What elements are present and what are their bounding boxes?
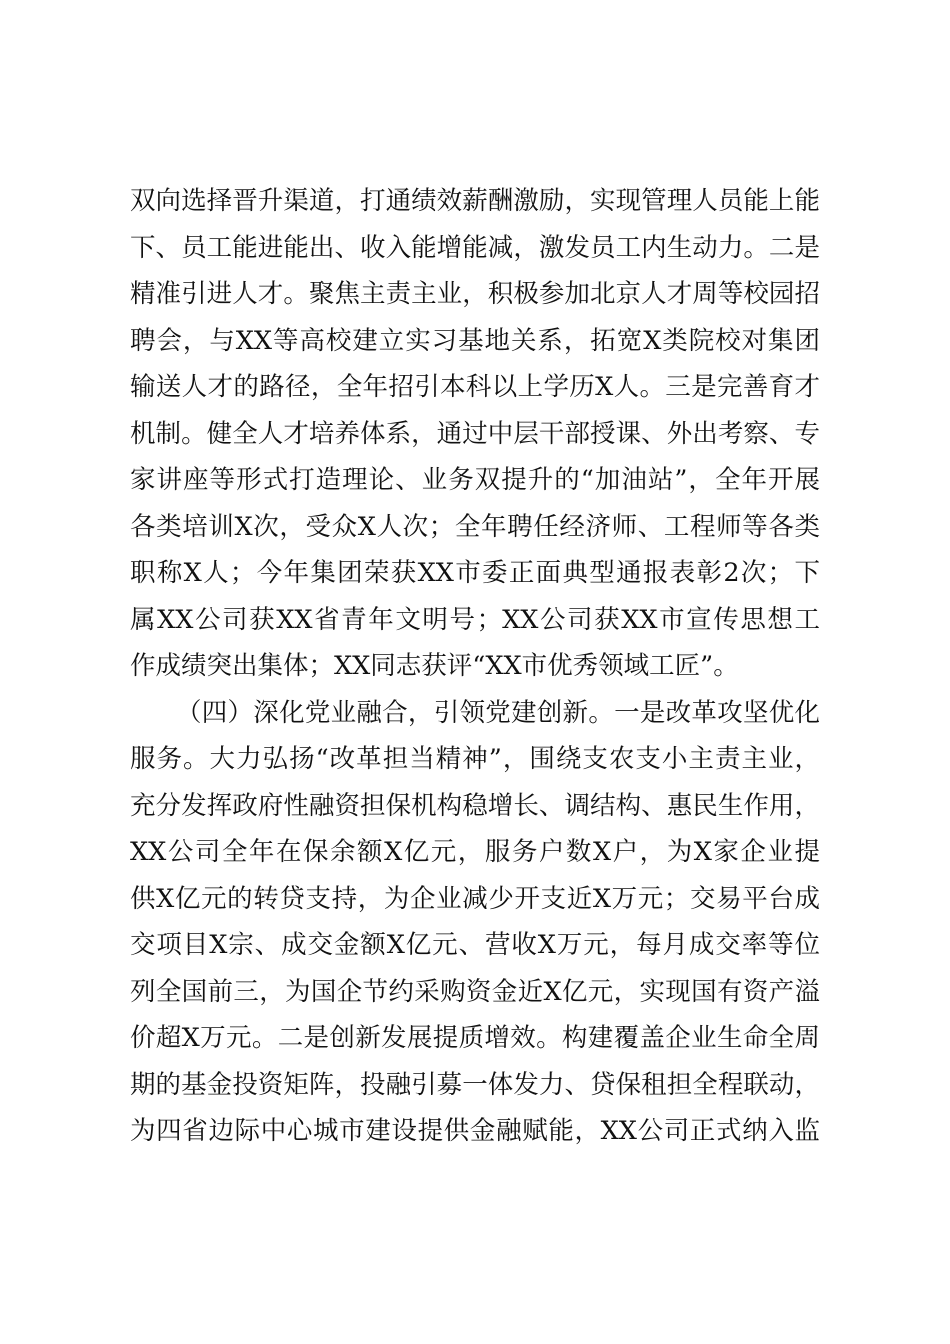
text-line: 价超X万元。二是创新发展提质增效。构建覆盖企业生命全周 [130, 1023, 820, 1053]
text-line: 家讲座等形式打造理论、业务双提升的“加油站”，全年开展 [130, 465, 820, 495]
text-line: XX公司全年在保余额X亿元，服务户数X户，为X家企业提 [130, 837, 820, 867]
text-line: 充分发挥政府性融资担保机构稳增长、调结构、惠民生作用， [130, 790, 820, 821]
text-line: 职称X人；今年集团荣获XX市委正面典型通报表彰2次；下 [130, 558, 820, 588]
text-line: 双向选择晋升渠道，打通绩效薪酬激励，实现管理人员能上能 [130, 186, 820, 216]
text-line: 下、员工能进能出、收入能增能减，激发员工内生动力。二是 [130, 232, 820, 263]
text-line: 期的基金投资矩阵，投融引募一体发力、贷保租担全程联动， [130, 1069, 820, 1100]
text-line: 交项目X宗、成交金额X亿元、营收X万元，每月成交率等位 [130, 930, 820, 960]
text-line: 输送人才的路径，全年招引本科以上学历X人。三是完善育才 [130, 372, 820, 402]
text-line: 为四省边际中心城市建设提供金融赋能，XX公司正式纳入监 [130, 1116, 820, 1146]
text-line: 供X亿元的转贷支持，为企业减少开支近X万元；交易平台成 [130, 883, 820, 914]
body-text [130, 178, 820, 1155]
text-line: 属XX公司获XX省青年文明号；XX公司获XX市宣传思想工 [130, 604, 820, 635]
text-line: 列全国前三，为国企节约采购资金近X亿元，实现国有资产溢 [130, 976, 820, 1007]
text-line: 聘会，与XX等高校建立实习基地关系，拓宽X类院校对集团 [130, 325, 820, 356]
text-line: 机制。健全人才培养体系，通过中层干部授课、外出考察、专 [130, 418, 820, 449]
text-line: 各类培训X次，受众X人次；全年聘任经济师、工程师等各类 [130, 511, 820, 542]
text-line: 服务。大力弘扬“改革担当精神”，围绕支农支小主责主业， [130, 744, 820, 774]
section-heading-line: （四）深化党业融合，引领党建创新。一是改革攻坚优化 [176, 697, 820, 728]
text-line: 作成绩突出集体；XX同志获评“XX市优秀领域工匠”。 [130, 651, 739, 681]
text-line: 精准引进人才。聚焦主责主业，积极参加北京人才周等校园招 [130, 279, 820, 309]
